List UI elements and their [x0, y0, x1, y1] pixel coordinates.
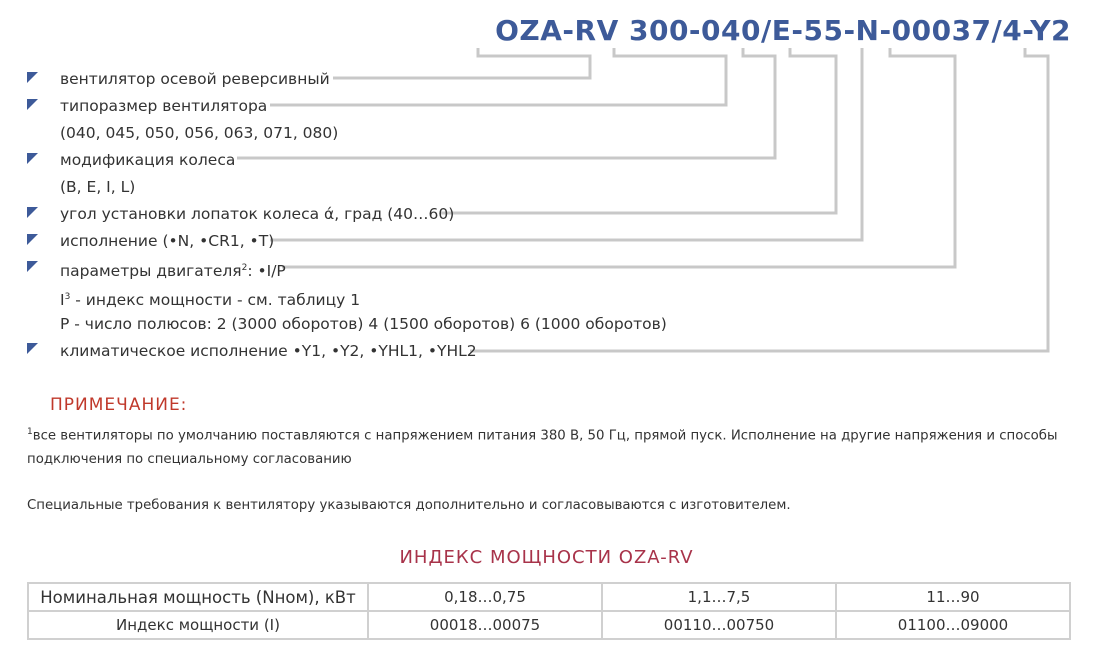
item-wheel-values: (B, E, I, L)	[60, 178, 136, 196]
item-type: вентилятор осевой реверсивный	[60, 70, 330, 88]
table-title: ИНДЕКС МОЩНОСТИ OZA-RV	[399, 547, 694, 568]
bullet-icon	[27, 207, 38, 218]
item-size-values: (040, 045, 050, 056, 063, 071, 080)	[60, 124, 339, 142]
item-execution: исполнение (•N, •CR1, •T)	[60, 232, 275, 250]
table-cell: 00018…00075	[368, 611, 602, 639]
connector-line-4	[440, 48, 836, 213]
item-motor-power: $I^3$ - индекс мощности - см. таблицу 1	[60, 291, 361, 310]
power-index-table	[27, 582, 1071, 640]
item-wheel: модификация колеса	[60, 151, 236, 169]
item-motor: параметры двигателя$^2$: •I/P	[60, 262, 286, 281]
table-row	[28, 611, 1070, 639]
model-code: OZA-RV 300-040/E-55-N-00037/4-Y2	[495, 14, 1071, 47]
note-text-1: $^1$все вентиляторы по умолчанию поставляются с напряжением питания 380 В, 50 Гц, прямой пуск. Исполнение на другие напряжения и способы подключения по специальному согласованию	[27, 427, 1058, 468]
item-blade-angle: угол установки лопаток колеса ά, град (40…60)	[60, 205, 455, 223]
table-cell: Индекс мощности (I)	[28, 611, 368, 639]
bullet-icon	[27, 261, 38, 272]
note-title: ПРИМЕЧАНИЕ:	[50, 395, 188, 415]
table-cell: 1,1…7,5	[602, 583, 836, 611]
table-cell: 01100…09000	[836, 611, 1070, 639]
table-cell: Номинальная мощность (Nном), кВт	[28, 583, 368, 611]
connector-line-7	[470, 48, 1048, 351]
item-climate: климатическое исполнение •Y1, •Y2, •YHL1, •YHL2	[60, 342, 477, 360]
bullet-icon	[27, 234, 38, 245]
connector-line-1	[333, 48, 590, 78]
item-size: типоразмер вентилятора	[60, 97, 268, 115]
bullet-icon	[27, 343, 38, 354]
table-row	[28, 583, 1070, 611]
bullet-icon	[27, 99, 38, 110]
item-motor-poles: P - число полюсов: 2 (3000 оборотов) 4 (1500 оборотов) 6 (1000 оборотов)	[60, 315, 667, 333]
bullet-icon	[27, 72, 38, 83]
bullet-icon	[27, 153, 38, 164]
table-cell: 00110…00750	[602, 611, 836, 639]
note-text-2: Специальные требования к вентилятору указываются дополнительно и согласовываются с изготовителем.	[27, 498, 791, 513]
table-cell: 0,18…0,75	[368, 583, 602, 611]
table-cell: 11…90	[836, 583, 1070, 611]
